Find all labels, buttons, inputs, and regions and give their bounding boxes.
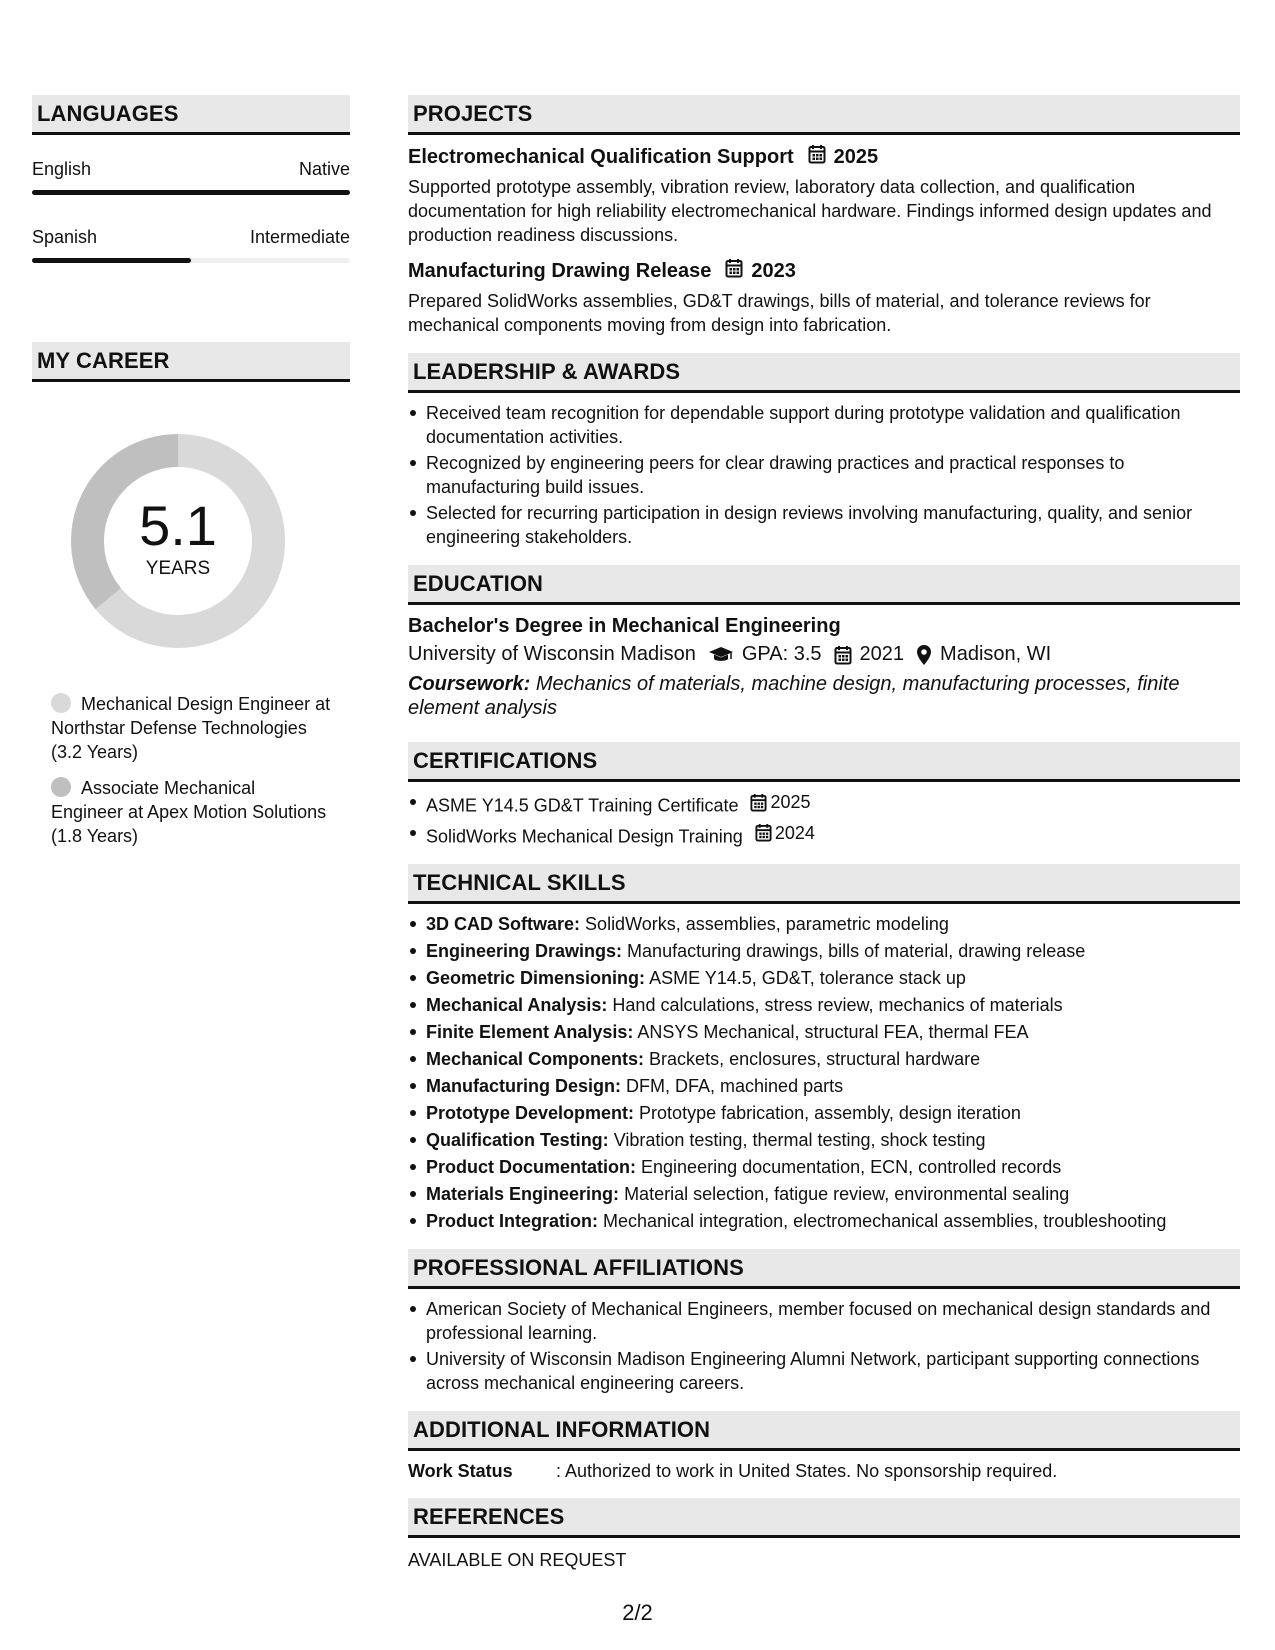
- skill-item: [408, 1074, 1240, 1098]
- work-status-value: : Authorized to work in United States. No sponsorship required.: [556, 1461, 1058, 1481]
- education-section: [408, 565, 1240, 720]
- leadership-list: [408, 401, 1240, 549]
- language-proficiency-bar: [32, 258, 350, 263]
- certification-year: 2024: [774, 822, 815, 843]
- skill-item: [408, 1047, 1240, 1071]
- list-item: Received team recognition for dependable support during prototype validation and qualification documentation activities.: [408, 401, 1240, 449]
- education-year: 2021: [859, 643, 905, 665]
- education-gpa: GPA: 3.5: [741, 643, 822, 665]
- skill-item: [408, 1020, 1240, 1044]
- list-item: Recognized by engineering peers for clear drawing practices and practical responses to manufacturing build issues.: [408, 451, 1240, 499]
- language-name: Spanish: [32, 227, 98, 247]
- calendar-icon: [755, 823, 772, 842]
- education-degree: Bachelor's Degree in Mechanical Engineering: [408, 615, 841, 637]
- skill-value: ANSYS Mechanical, structural FEA, thermal FEA: [637, 1022, 1029, 1042]
- additional-heading: ADDITIONAL INFORMATION: [408, 1411, 1240, 1451]
- education-school: University of Wisconsin Madison: [408, 643, 696, 665]
- work-status-row: [408, 1461, 1240, 1482]
- skill-label: Finite Element Analysis:: [426, 1022, 634, 1042]
- career-donut-chart: [63, 426, 293, 656]
- project-description: Prepared SolidWorks assemblies, GD&T drawings, bills of material, and tolerance reviews for mechanical components moving from design into fabrication.: [408, 291, 1151, 335]
- skill-item: [408, 993, 1240, 1017]
- graduation-cap-icon: [708, 646, 734, 664]
- skill-label: Product Integration:: [426, 1211, 598, 1231]
- language-item: [32, 227, 350, 263]
- references-text: AVAILABLE ON REQUEST: [408, 1550, 627, 1570]
- skill-label: Prototype Development:: [426, 1103, 635, 1123]
- list-item: Selected for recurring participation in design reviews involving manufacturing, quality, and senior engineering stakeholders.: [408, 501, 1240, 549]
- career-total-value: 5.1: [139, 494, 217, 557]
- certifications-section: [408, 742, 1240, 848]
- skill-item: [408, 966, 1240, 990]
- certifications-list: [408, 790, 1240, 848]
- affiliations-section: [408, 1249, 1240, 1395]
- languages-heading: LANGUAGES: [32, 95, 350, 135]
- calendar-icon: [834, 645, 852, 665]
- certification-year: 2025: [770, 792, 811, 812]
- skills-heading: TECHNICAL SKILLS: [408, 864, 1240, 904]
- affiliations-heading: PROFESSIONAL AFFILIATIONS: [408, 1249, 1240, 1289]
- calendar-icon: [808, 144, 826, 170]
- project-title: Electromechanical Qualification Support: [408, 145, 794, 168]
- coursework-text: Mechanics of materials, machine design, manufacturing processes, finite element analysis: [408, 673, 1180, 719]
- education-location: Madison, WI: [940, 643, 1052, 665]
- work-status-label: Work Status: [408, 1461, 513, 1481]
- career-role-label: Mechanical Design Engineer at Northstar Defense Technologies (3.2 Years): [51, 694, 331, 762]
- skills-list: [408, 912, 1240, 1233]
- skill-item: [408, 1182, 1240, 1206]
- skill-label: Materials Engineering:: [426, 1184, 620, 1204]
- skills-section: [408, 864, 1240, 1233]
- skill-value: DFM, DFA, machined parts: [626, 1076, 844, 1096]
- skill-label: Qualification Testing:: [426, 1130, 609, 1150]
- leadership-heading: LEADERSHIP & AWARDS: [408, 353, 1240, 393]
- left-column: [32, 95, 350, 860]
- career-legend-item: [51, 692, 332, 764]
- language-name: English: [32, 159, 92, 179]
- skill-item: [408, 1155, 1240, 1179]
- list-item: American Society of Mechanical Engineers, member focused on mechanical design standards and professional learning.: [408, 1297, 1240, 1345]
- certifications-heading: CERTIFICATIONS: [408, 742, 1240, 782]
- location-pin-icon: [916, 644, 932, 666]
- language-proficiency-bar: [32, 190, 350, 195]
- language-level: Native: [298, 159, 350, 179]
- language-item: [32, 159, 350, 195]
- career-role-label: Associate Mechanical Engineer at Apex Motion Solutions (1.8 Years): [51, 778, 327, 846]
- project-title: Manufacturing Drawing Release: [408, 259, 712, 282]
- project-year: 2023: [751, 259, 796, 282]
- skill-label: Product Documentation:: [426, 1157, 636, 1177]
- skill-label: Mechanical Components:: [426, 1049, 645, 1069]
- skill-item: [408, 1101, 1240, 1125]
- project-item: [408, 143, 1240, 247]
- career-total-unit: YEARS: [145, 558, 211, 579]
- language-level: Intermediate: [249, 227, 350, 247]
- skill-value: Manufacturing drawings, bills of material, drawing release: [627, 941, 1086, 961]
- career-legend-item: [51, 776, 332, 848]
- project-year: 2025: [833, 145, 879, 168]
- project-item: [408, 257, 1240, 337]
- references-section: [408, 1498, 1240, 1571]
- education-coursework: [408, 672, 1240, 720]
- skill-label: Engineering Drawings:: [426, 941, 623, 961]
- skill-value: ASME Y14.5, GD&T, tolerance stack up: [649, 968, 966, 988]
- references-heading: REFERENCES: [408, 1498, 1240, 1538]
- skill-value: Brackets, enclosures, structural hardware: [649, 1049, 981, 1069]
- certification-name: ASME Y14.5 GD&T Training Certificate: [426, 795, 739, 816]
- coursework-label: Coursework:: [408, 673, 531, 695]
- projects-heading: PROJECTS: [408, 95, 1240, 135]
- education-details: [408, 643, 1240, 666]
- skill-value: Vibration testing, thermal testing, shock testing: [613, 1130, 986, 1150]
- legend-dot-icon: [51, 693, 71, 713]
- legend-dot-icon: [51, 777, 71, 797]
- skill-item: [408, 912, 1240, 936]
- skill-value: Hand calculations, stress review, mechanics of materials: [612, 995, 1063, 1015]
- list-item: [408, 821, 1240, 849]
- skill-value: SolidWorks, assemblies, parametric modeling: [585, 914, 949, 934]
- additional-section: [408, 1411, 1240, 1482]
- right-column: [408, 95, 1240, 1571]
- skill-label: Mechanical Analysis:: [426, 995, 608, 1015]
- skill-label: Geometric Dimensioning:: [426, 968, 646, 988]
- project-description: Supported prototype assembly, vibration review, laboratory data collection, and qualification documentation for high reliability electromechanical hardware. Findings informed design updates and production readiness discussions.: [408, 177, 1212, 245]
- skill-label: 3D CAD Software:: [426, 914, 581, 934]
- career-legend: [32, 692, 332, 848]
- list-item: [408, 790, 1240, 818]
- skill-value: Mechanical integration, electromechanical assemblies, troubleshooting: [603, 1211, 1167, 1231]
- skill-value: Prototype fabrication, assembly, design iteration: [639, 1103, 1021, 1123]
- calendar-icon: [750, 793, 767, 812]
- affiliations-list: [408, 1297, 1240, 1395]
- skill-value: Engineering documentation, ECN, controlled records: [641, 1157, 1062, 1177]
- calendar-icon: [725, 258, 743, 284]
- skill-item: [408, 1209, 1240, 1233]
- language-proficiency-fill: [32, 190, 350, 195]
- skill-label: Manufacturing Design:: [426, 1076, 622, 1096]
- list-item: University of Wisconsin Madison Engineering Alumni Network, participant supporting connections across mechanical engineering careers.: [408, 1347, 1240, 1395]
- language-proficiency-fill: [32, 258, 191, 263]
- page-number: 2/2: [622, 1600, 653, 1625]
- leadership-section: [408, 353, 1240, 549]
- certification-name: SolidWorks Mechanical Design Training: [426, 826, 743, 846]
- skill-item: [408, 939, 1240, 963]
- skill-value: Material selection, fatigue review, environmental sealing: [624, 1184, 1070, 1204]
- education-heading: EDUCATION: [408, 565, 1240, 605]
- skill-item: [408, 1128, 1240, 1152]
- career-heading: MY CAREER: [32, 342, 350, 382]
